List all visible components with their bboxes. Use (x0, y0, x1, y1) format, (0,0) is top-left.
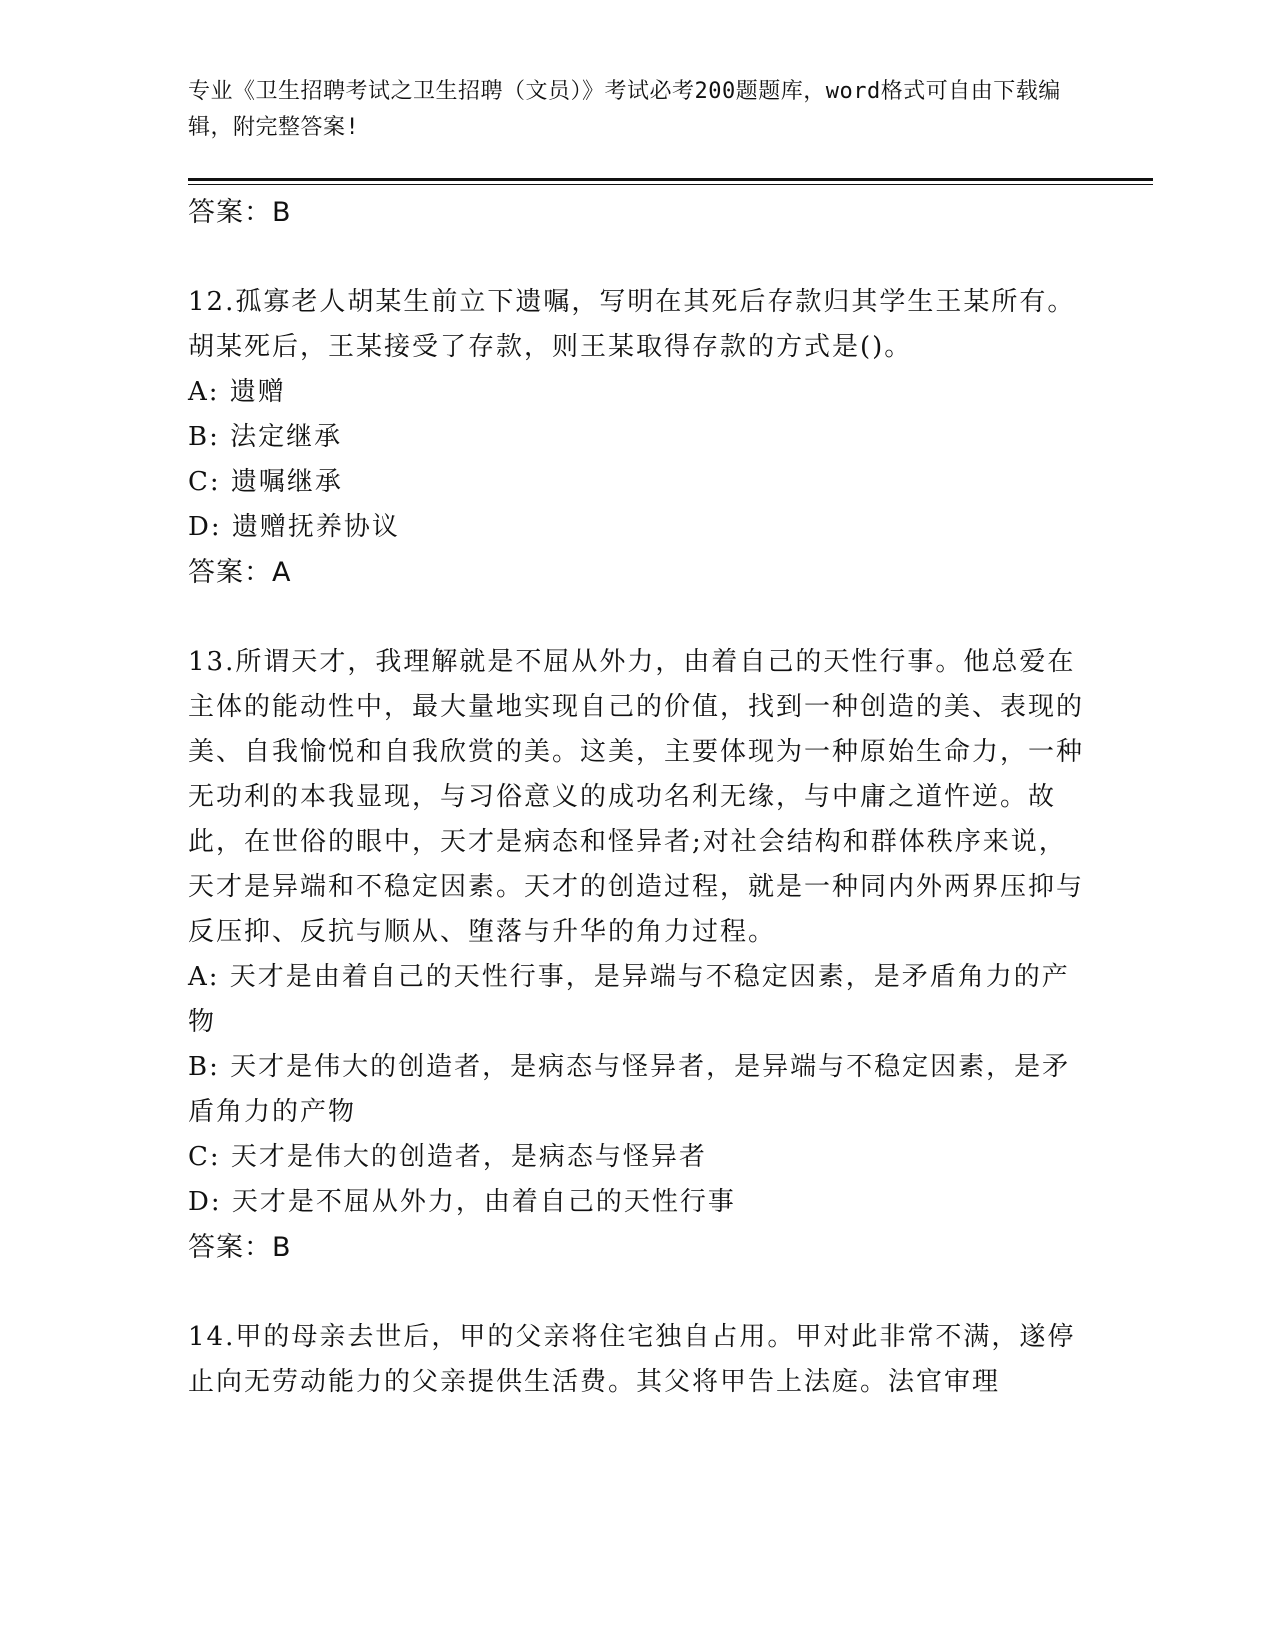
spacer (188, 1271, 1088, 1315)
option-a: A: 天才是由着自己的天性行事，是异端与不稳定因素，是矛盾角力的产物 (188, 962, 1070, 1037)
header-divider-thin (188, 184, 1153, 185)
question-14 (188, 1315, 1088, 1405)
previous-answer: 答案：B (188, 197, 292, 228)
answer: 答案：A (188, 557, 292, 588)
answer: 答案：B (188, 1232, 292, 1263)
question-text: 12.孤寡老人胡某生前立下遗嘱，写明在其死后存款归其学生王某所有。胡某死后，王某接受了存款，则王某取得存款的方式是()。 (188, 287, 1076, 362)
page-header: 专业《卫生招聘考试之卫生招聘（文员）》考试必考200题题库，word格式可自由下载编辑，附完整答案! (188, 79, 1061, 140)
question-content (188, 190, 1088, 1405)
option-d: D: 天才是不屈从外力，由着自己的天性行事 (188, 1187, 736, 1217)
question-12 (188, 280, 1088, 596)
option-d: D: 遗赠抚养协议 (188, 512, 400, 542)
spacer (188, 596, 1088, 640)
question-text: 14.甲的母亲去世后，甲的父亲将住宅独自占用。甲对此非常不满，遂停止向无劳动能力的父亲提供生活费。其父将甲告上法庭。法官审理 (188, 1322, 1076, 1397)
option-b: B: 法定继承 (188, 422, 343, 452)
option-a: A: 遗赠 (188, 377, 286, 407)
option-b: B: 天才是伟大的创造者，是病态与怪异者，是异端与不稳定因素，是矛盾角力的产物 (188, 1052, 1071, 1127)
question-text: 13.所谓天才，我理解就是不屈从外力，由着自己的天性行事。他总爱在主体的能动性中，最大量地实现自己的价值，找到一种创造的美、表现的美、自我愉悦和自我欣赏的美。这美，主要体现为一种原始生命力，一种无功利的本我显现，与习俗意义的成功名利无缘，与中庸之道忤逆。故此，在世俗的眼中，天才是病态和怪异者;对社会结构和群体秩序来说，天才是异端和不稳定因素。天才的创造过程，就是一种同内外两界压抑与反压抑、反抗与顺从、堕落与升华的角力过程。 (188, 647, 1085, 947)
header-divider (188, 178, 1153, 181)
option-c: C: 遗嘱继承 (188, 467, 343, 497)
spacer (188, 236, 1088, 280)
option-c: C: 天才是伟大的创造者，是病态与怪异者 (188, 1142, 707, 1172)
question-13 (188, 640, 1088, 1271)
